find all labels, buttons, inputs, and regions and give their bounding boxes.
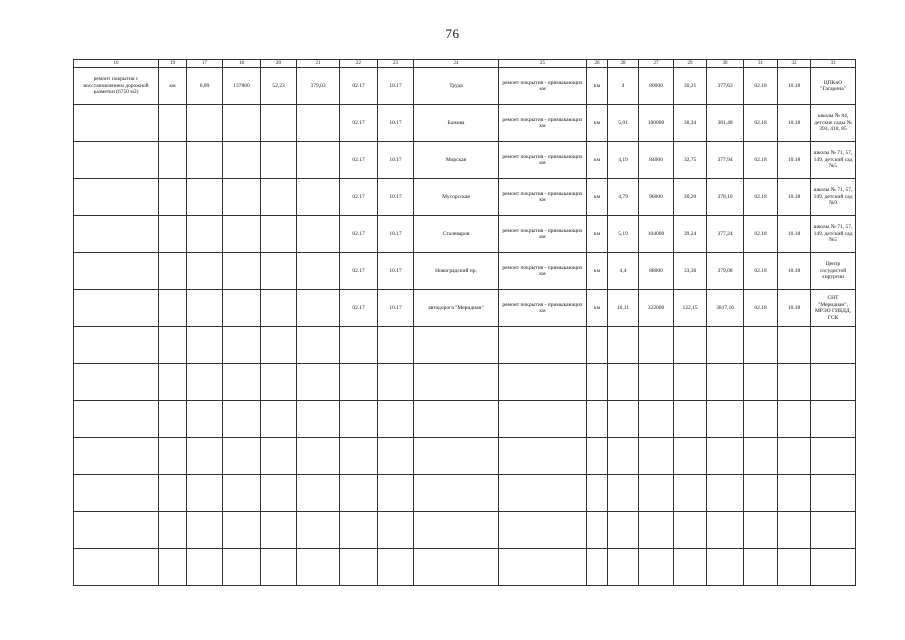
table-cell — [340, 438, 378, 475]
table-cell — [499, 512, 587, 549]
table-cell — [674, 438, 707, 475]
table-cell: 5,19 — [608, 216, 639, 253]
table-cell — [340, 512, 378, 549]
table-cell: 10.18 — [778, 179, 811, 216]
table-cell — [499, 327, 587, 364]
table-cell — [778, 475, 811, 512]
column-header: 31 — [744, 60, 778, 68]
table-row — [74, 142, 856, 179]
table-cell — [587, 401, 608, 438]
table-cell — [378, 475, 414, 512]
table-cell — [159, 290, 187, 327]
table-cell — [587, 438, 608, 475]
table-cell — [378, 327, 414, 364]
table-cell — [639, 327, 674, 364]
table-cell — [499, 364, 587, 401]
table-cell: 10.17 — [378, 179, 414, 216]
table-cell — [261, 364, 297, 401]
table-cell: км — [587, 179, 608, 216]
table-cell — [608, 475, 639, 512]
table-row — [74, 549, 856, 586]
table-cell — [414, 549, 499, 586]
table-cell: 96000 — [639, 179, 674, 216]
table-cell — [378, 438, 414, 475]
table-cell: ремонт покрытия - примыкающих км — [499, 142, 587, 179]
table-cell: Сталеваров — [414, 216, 499, 253]
table-cell: 137800 — [223, 68, 261, 105]
table-cell — [223, 179, 261, 216]
table-cell — [261, 105, 297, 142]
table-cell — [414, 475, 499, 512]
table-cell — [707, 327, 744, 364]
table-cell — [378, 364, 414, 401]
table-cell — [187, 401, 223, 438]
table-cell — [74, 142, 159, 179]
table-cell: 379,08 — [707, 253, 744, 290]
table-cell — [159, 364, 187, 401]
data-table — [73, 59, 856, 586]
table-cell: 36,20 — [674, 179, 707, 216]
table-cell — [744, 512, 778, 549]
column-header: 26 — [587, 60, 608, 68]
table-cell — [639, 512, 674, 549]
table-cell — [778, 327, 811, 364]
table-cell — [297, 401, 340, 438]
table-cell: 10.17 — [378, 68, 414, 105]
table-cell: км — [587, 253, 608, 290]
table-cell: 84000 — [639, 142, 674, 179]
table-cell: 4,4 — [608, 253, 639, 290]
table-cell: 32,75 — [674, 142, 707, 179]
column-header: 21 — [297, 60, 340, 68]
table-cell: 10.18 — [778, 142, 811, 179]
page-number: 76 — [445, 26, 460, 41]
table-cell: 80000 — [639, 68, 674, 105]
table-cell: Морская — [414, 142, 499, 179]
table-cell: ремонт покрытия - примыкающих км — [499, 68, 587, 105]
table-cell — [811, 512, 856, 549]
table-cell: ремонт покрытия - примыкающих км — [499, 105, 587, 142]
table-cell — [744, 438, 778, 475]
table-cell — [297, 549, 340, 586]
column-header: 17 — [187, 60, 223, 68]
table-cell — [74, 105, 159, 142]
table-cell: 33,36 — [674, 253, 707, 290]
column-header: 24 — [414, 60, 499, 68]
table-cell: км — [159, 68, 187, 105]
table-cell: автодорога "Меридиан" — [414, 290, 499, 327]
table-cell: 10.17 — [378, 105, 414, 142]
table-cell: 02.17 — [340, 290, 378, 327]
table-cell: км — [587, 216, 608, 253]
table-cell — [261, 475, 297, 512]
table-cell — [674, 327, 707, 364]
table-cell — [639, 364, 674, 401]
table-cell — [499, 549, 587, 586]
table-row — [74, 290, 856, 327]
table-cell: 02.17 — [340, 68, 378, 105]
column-header: 18 — [223, 60, 261, 68]
column-header: 22 — [340, 60, 378, 68]
table-row — [74, 401, 856, 438]
table-row — [74, 364, 856, 401]
table-cell — [74, 327, 159, 364]
table-cell — [414, 438, 499, 475]
table-cell — [297, 438, 340, 475]
table-cell: км — [587, 68, 608, 105]
table-cell — [674, 364, 707, 401]
column-header: 16 — [74, 60, 159, 68]
table-cell — [261, 253, 297, 290]
table-cell — [187, 105, 223, 142]
table-cell: 02.17 — [340, 142, 378, 179]
table-cell — [297, 216, 340, 253]
table-cell — [187, 438, 223, 475]
table-cell — [340, 475, 378, 512]
table-cell — [159, 401, 187, 438]
table-cell — [74, 475, 159, 512]
table-cell — [159, 105, 187, 142]
table-cell — [744, 401, 778, 438]
column-header: 28 — [608, 60, 639, 68]
column-header: 25 — [499, 60, 587, 68]
table-cell: 39,24 — [674, 216, 707, 253]
table-cell — [297, 142, 340, 179]
table-cell — [159, 142, 187, 179]
table-cell — [74, 216, 159, 253]
table-cell — [223, 364, 261, 401]
table-cell: Бажова — [414, 105, 499, 142]
table-cell — [707, 549, 744, 586]
table-cell — [414, 364, 499, 401]
table-cell — [811, 475, 856, 512]
table-cell — [187, 142, 223, 179]
table-cell — [223, 142, 261, 179]
table-cell — [297, 253, 340, 290]
table-cell — [778, 401, 811, 438]
table-cell — [340, 401, 378, 438]
table-cell — [608, 364, 639, 401]
table-cell: 10.18 — [778, 216, 811, 253]
table-cell — [261, 549, 297, 586]
table-row — [74, 475, 856, 512]
table-cell: 02.18 — [744, 216, 778, 253]
table-cell — [159, 512, 187, 549]
table-cell: 4 — [608, 68, 639, 105]
table-cell: школы № 84, детские сады № 393, 418, 85 — [811, 105, 856, 142]
table-cell — [587, 327, 608, 364]
table-cell — [744, 475, 778, 512]
table-cell: 4,19 — [608, 142, 639, 179]
table-cell — [499, 475, 587, 512]
table-cell — [74, 253, 159, 290]
column-header: 20 — [261, 60, 297, 68]
table-cell — [639, 438, 674, 475]
table-cell — [707, 438, 744, 475]
table-header-row — [74, 60, 856, 68]
table-cell — [261, 179, 297, 216]
table-cell — [811, 327, 856, 364]
table-cell: 377,63 — [707, 68, 744, 105]
table-cell: ЦПКиО "Гагарина" — [811, 68, 856, 105]
table-cell: 16,11 — [608, 290, 639, 327]
table-cell — [414, 512, 499, 549]
table-cell — [778, 512, 811, 549]
table-cell — [744, 327, 778, 364]
table-cell — [159, 327, 187, 364]
table-cell — [707, 364, 744, 401]
table-cell: 10.18 — [778, 253, 811, 290]
table-cell — [674, 512, 707, 549]
column-header: 29 — [674, 60, 707, 68]
table-cell: 10.18 — [778, 105, 811, 142]
table-cell — [261, 512, 297, 549]
table-cell: 52,23 — [261, 68, 297, 105]
column-header: 30 — [707, 60, 744, 68]
table-cell: ремонт покрытия - примыкающих км — [499, 216, 587, 253]
table-cell: ремонт покрытия - примыкающих км — [499, 253, 587, 290]
table-cell: 10.17 — [378, 253, 414, 290]
table-cell — [608, 512, 639, 549]
table-cell: 38,34 — [674, 105, 707, 142]
table-cell — [811, 401, 856, 438]
table-cell: 02.18 — [744, 179, 778, 216]
table-cell — [414, 327, 499, 364]
table-cell — [159, 179, 187, 216]
table-cell: ремонт покрытия - примыкающих км — [499, 290, 587, 327]
table-row — [74, 327, 856, 364]
table-cell — [639, 475, 674, 512]
table-cell — [778, 438, 811, 475]
table-cell — [159, 253, 187, 290]
table-cell: 02.17 — [340, 216, 378, 253]
table-cell: 5,01 — [608, 105, 639, 142]
table-cell: 02.18 — [744, 68, 778, 105]
column-header: 33 — [811, 60, 856, 68]
table-cell: км — [587, 142, 608, 179]
table-cell — [187, 179, 223, 216]
table-cell — [261, 142, 297, 179]
table-cell: 02.18 — [744, 290, 778, 327]
table-cell: СНТ "Меридиан", МРЭО ГИБДД, ГСК — [811, 290, 856, 327]
table-cell — [297, 179, 340, 216]
table-cell — [187, 216, 223, 253]
table-cell — [261, 438, 297, 475]
table-cell — [159, 475, 187, 512]
table-cell — [223, 401, 261, 438]
table-cell: 122,15 — [674, 290, 707, 327]
table-cell — [378, 512, 414, 549]
table-cell — [297, 364, 340, 401]
table-cell — [608, 549, 639, 586]
table-cell: 322000 — [639, 290, 674, 327]
column-header: 19 — [159, 60, 187, 68]
table-cell — [187, 253, 223, 290]
table-cell — [587, 512, 608, 549]
table-cell — [187, 364, 223, 401]
table-cell — [811, 364, 856, 401]
table-cell — [587, 475, 608, 512]
table-cell — [74, 438, 159, 475]
table-cell: 02.17 — [340, 253, 378, 290]
table-cell — [159, 438, 187, 475]
table-cell: 4,79 — [608, 179, 639, 216]
table-cell — [608, 401, 639, 438]
table-cell — [639, 549, 674, 586]
table-cell: Новоградский пр. — [414, 253, 499, 290]
table-cell: 377,24 — [707, 216, 744, 253]
table-cell: школы № 71, 57, 149, детский сад №5 — [811, 142, 856, 179]
table-cell: 378,10 — [707, 179, 744, 216]
table-row — [74, 512, 856, 549]
table-cell — [223, 327, 261, 364]
column-header: 27 — [639, 60, 674, 68]
table-cell: 10.17 — [378, 290, 414, 327]
table-cell — [261, 401, 297, 438]
table-cell — [297, 105, 340, 142]
table-cell — [674, 401, 707, 438]
table-cell: 381,48 — [707, 105, 744, 142]
table-cell — [261, 327, 297, 364]
column-header: 32 — [778, 60, 811, 68]
table-cell — [159, 216, 187, 253]
table-row — [74, 68, 856, 105]
table-cell — [74, 401, 159, 438]
table-cell — [608, 438, 639, 475]
table-cell: 02.17 — [340, 105, 378, 142]
table-cell: 02.18 — [744, 142, 778, 179]
table-cell — [187, 290, 223, 327]
table-cell — [778, 549, 811, 586]
table-cell — [74, 549, 159, 586]
table-cell — [297, 327, 340, 364]
table-cell — [340, 327, 378, 364]
table-cell: 02.17 — [340, 179, 378, 216]
table-cell — [707, 512, 744, 549]
table-row — [74, 253, 856, 290]
table-cell: школы № 71, 57, 149, детский сад №9 — [811, 179, 856, 216]
table-cell — [297, 290, 340, 327]
table-cell — [159, 549, 187, 586]
table-cell: км — [587, 290, 608, 327]
table-cell: ремонт покрытия с восстановлением дорожной разметки (6750 м2) — [74, 68, 159, 105]
table-cell — [674, 475, 707, 512]
table-cell — [499, 438, 587, 475]
table-cell — [223, 438, 261, 475]
table-cell — [223, 475, 261, 512]
table-cell — [587, 364, 608, 401]
table-cell — [378, 401, 414, 438]
table-cell — [414, 401, 499, 438]
table-row — [74, 105, 856, 142]
table-cell: 02.18 — [744, 253, 778, 290]
table-cell: 6,89 — [187, 68, 223, 105]
table-cell — [707, 475, 744, 512]
table-cell — [744, 549, 778, 586]
table-cell: 10.18 — [778, 290, 811, 327]
table-cell — [261, 290, 297, 327]
table-cell — [499, 401, 587, 438]
table-cell: 377,94 — [707, 142, 744, 179]
table-cell: ремонт покрытия - примыкающих км — [499, 179, 587, 216]
table-cell: 10.18 — [778, 68, 811, 105]
table-cell — [639, 401, 674, 438]
table-cell — [187, 327, 223, 364]
table-cell — [378, 549, 414, 586]
table-cell: Центр сосудистой хирургии — [811, 253, 856, 290]
table-cell: 379,03 — [297, 68, 340, 105]
table-cell — [74, 290, 159, 327]
table-cell — [187, 549, 223, 586]
table-row — [74, 179, 856, 216]
column-header: 23 — [378, 60, 414, 68]
table-cell — [297, 512, 340, 549]
table-cell — [707, 401, 744, 438]
table-cell — [744, 364, 778, 401]
table-cell — [74, 179, 159, 216]
table-cell — [778, 364, 811, 401]
table-cell: 10.17 — [378, 142, 414, 179]
table-row — [74, 438, 856, 475]
table-cell — [187, 512, 223, 549]
table-cell — [223, 216, 261, 253]
table-cell — [223, 549, 261, 586]
table-cell — [261, 216, 297, 253]
table-cell: Труда — [414, 68, 499, 105]
table-cell: км — [587, 105, 608, 142]
table-cell: 02.18 — [744, 105, 778, 142]
table-cell — [74, 364, 159, 401]
table-cell: 88000 — [639, 253, 674, 290]
table-cell — [223, 512, 261, 549]
table-cell — [297, 475, 340, 512]
table-cell — [223, 290, 261, 327]
table-cell: 3817,16 — [707, 290, 744, 327]
table-cell — [674, 549, 707, 586]
table-cell: 30,21 — [674, 68, 707, 105]
table-cell: 10.17 — [378, 216, 414, 253]
table-cell: 104000 — [639, 216, 674, 253]
table-row — [74, 216, 856, 253]
table-cell — [587, 549, 608, 586]
table-cell — [608, 327, 639, 364]
table-cell: 100000 — [639, 105, 674, 142]
table-cell — [187, 475, 223, 512]
table-cell: школы № 71, 57, 149, детский сад №5 — [811, 216, 856, 253]
table-cell — [811, 549, 856, 586]
table-cell — [223, 105, 261, 142]
table-cell — [811, 438, 856, 475]
table-cell — [340, 549, 378, 586]
table-cell — [340, 364, 378, 401]
table-cell: Мусоргская — [414, 179, 499, 216]
table-cell — [74, 512, 159, 549]
table-cell — [223, 253, 261, 290]
